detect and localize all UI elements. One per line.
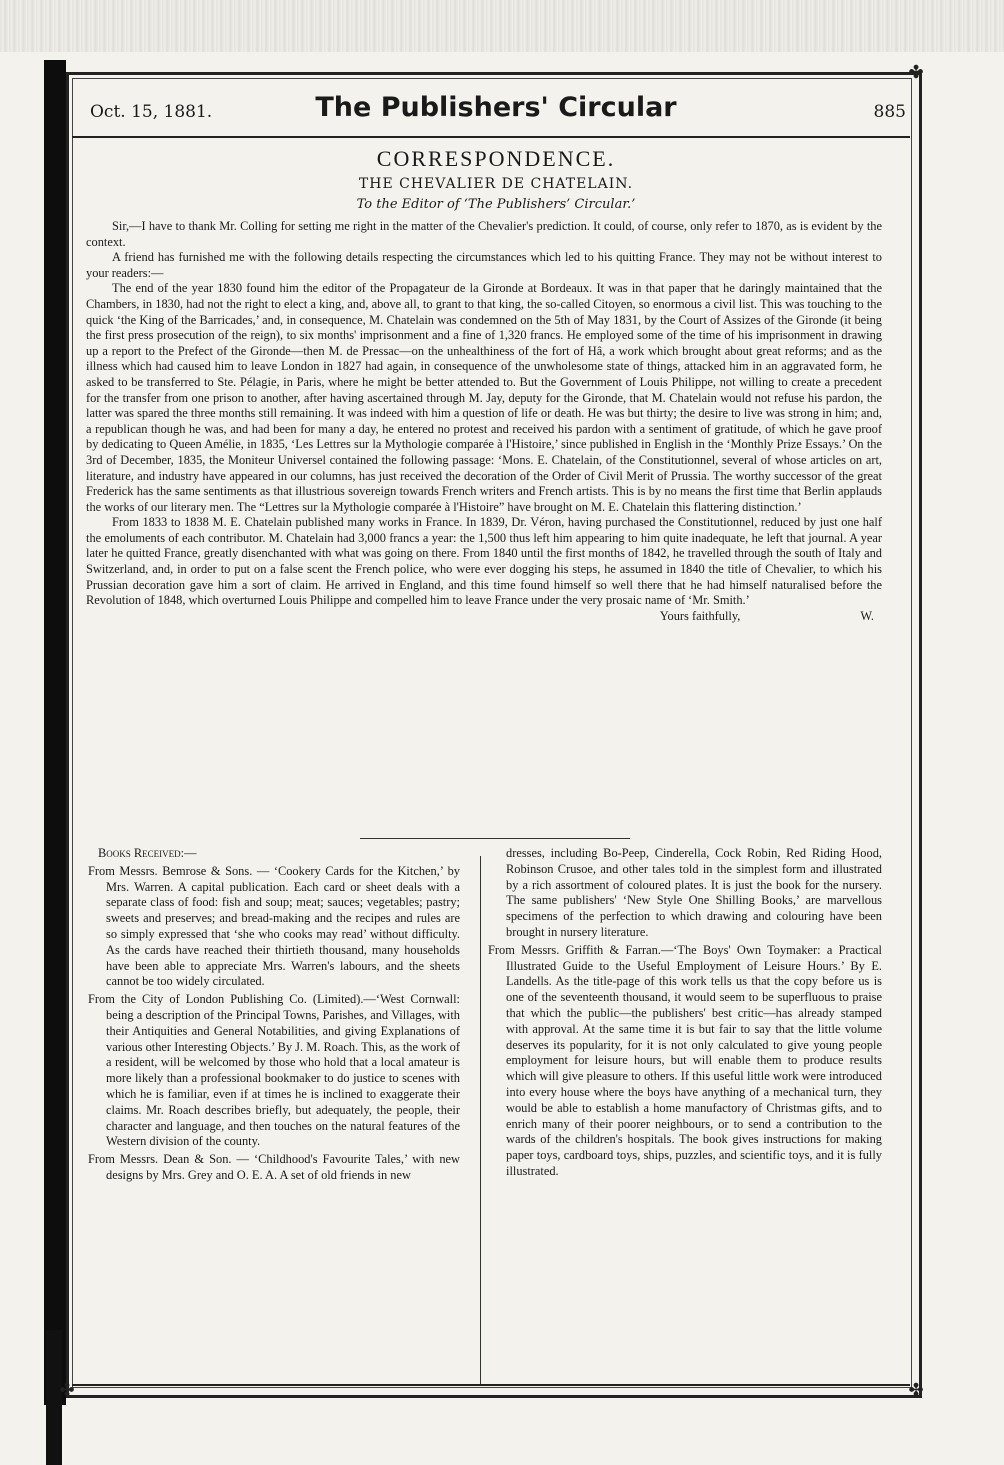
books-column-left (88, 846, 460, 1186)
letter-body (86, 219, 882, 624)
letter-closing: Yours faithfully, (659, 608, 741, 623)
book-entry-continued: dresses, including Bo-Peep, Cinderella, Cock Robin, Red Riding Hood, Robinson Crusoe, and other tales told in the simplest form and illustrated by a rich assortment of coloured plates. It is just the book for the nursery. The same publishers' ‘New Style One Shilling Books,’ are marvellous specimens of the perfection to which drawing and colouring have been brought in nursery literature. (506, 846, 882, 939)
book-entry: From Messrs. Griffith & Farran.—‘The Boys' Own Toymaker: a Practical Illustrated Guide to the Useful Employment of Leisure Hours.’ By E. Landells. As the title-page of this work tells us that the copy before us is one of the seventeenth thousand, it would seem to be superfluous to praise that which the public—the publishers' best critic—has already stamped with approval. At the same time it is but fair to say that the little volume deserves its popularity, for it is not only calculated to give young people employment for leisure hours, but will enable them to produce results which will give pleasure to others. If this useful little work were introduced into every house where the boys have anything of a mechanical turn, they would be able to establish a home manufactory of Christmas gifts, and to enrich many of their poorer neighbours, or to send a contribution to the wards of the children's hospitals. The book gives instructions for making paper toys, cardboard toys, ships, puzzles, and scientific toys, and it is fully illustrated. (488, 942, 882, 1178)
corner-ornament-icon: ✤ (908, 1380, 924, 1401)
publication-title: The Publishers' Circular (315, 92, 677, 123)
section-title: CORRESPONDENCE. (376, 146, 616, 171)
section-separator (360, 838, 630, 839)
letter-signoff (86, 609, 882, 625)
page-scan-edge (0, 0, 1004, 52)
books-column-right (488, 846, 882, 1182)
column-divider (480, 856, 481, 1384)
books-heading: Books Received:— (98, 846, 197, 860)
letter-paragraph: The end of the year 1830 found him the editor of the Propagateur de la Gironde at Bordeaux. It was in that paper that he daringly maintained that the Chambers, in 1830, had not the right to elect a king, and, above all, to grant to that king, the so-called Citoyen, so enormous a civil list. This was touching to the quick ‘the King of the Barricades,’ and, in consequence, M. Chatelain was condemned on the 5th of May 1831, by the Court of Assizes of the Gironde (it being the first press prosecution of the reign), to six months' imprisonment and a fine of 1,320 francs. He employed some of the time of his imprisonment in drawing up a report to the Prefect of the Gironde—then M. de Pressac—on the unhealthiness of the fort of Hâ, a work which brought about great reforms; and as the illness which had caused him to leave London in 1827 had again, in consequence of the unwholesome state of things, attacked him in an aggravated form, he asked to be transferred to Ste. Pélagie, in Paris, where he might be better attended to. But the Government of Louis Philippe, not willing to create a precedent for the transfer from one prison to another, after having ascertained through M. Jay, deputy for the Gironde, that M. Chatelain would not refuse his pardon, the latter was spared the three months still remaining. It was indeed with him a question of life or death. He was but thirty; the desire to live was strong in him; and, a republican though he was, and had been for many a day, he entered no protest and received his pardon with a sentiment of gratitude, of which he gave proof by dedicating to Queen Amélie, in 1835, ‘Les Lettres sur la Mythologie comparée à l'Histoire,’ since published in English in the ‘Monthly Prize Essays.’ On the 3rd of December, 1835, the Moniteur Universel contained the following passage: ‘Mons. E. Chatelain, of the Constitutionnel, several of whose articles on art, literature, and industry have appeared in our columns, has just received the decoration of the Order of Civil Merit of Prussia. The worthy successor of the great Frederick has the same sentiments as that illustrious sovereign towards French writers and French artists. This is by no means the first time that Berlin applauds the works of our literary men. The “Lettres sur la Mythologie comparée à l'Histoire” have brought on M. E. Chatelain this flattering distinction.’ (86, 281, 882, 514)
letter-paragraph: From 1833 to 1838 M. E. Chatelain published many works in France. In 1839, Dr. Véron, having purchased the Constitutionnel, reduced by just one half the emoluments of each contributor. M. Chatelain had 3,000 francs a year: the 1,500 thus left him appearing to him quite inadequate, he left that journal. A year later he quitted France, greatly disenchanted with what was going on there. From 1840 until the first months of 1842, he travelled through the south of Italy and Switzerland, and, in order to put on a false scent the French police, who were ever dogging his steps, he assumed in 1840 the title of Chevalier, to which his Prussian decoration gave him a sort of claim. He arrived in England, and this time found himself so well there that he had himself naturalised before the Revolution of 1848, which overturned Louis Philippe and compelled him to leave France under the very prosaic name of ‘Mr. Smith.’ (86, 515, 882, 608)
corner-ornament-icon: ✤ (908, 62, 924, 83)
book-entry: From Messrs. Dean & Son. — ‘Childhood's Favourite Tales,’ with new designs by Mrs. Grey and O. E. A. A set of old friends in new (88, 1152, 460, 1182)
letter-title: THE CHEVALIER DE CHATELAIN. (358, 176, 634, 192)
issue-date: Oct. 15, 1881. (90, 102, 213, 122)
book-entry: From Messrs. Bemrose & Sons. — ‘Cookery Cards for the Kitchen,’ by Mrs. Warren. A capital publication. Each card or sheet deals with a separate class of food: fish and soup; meat; sauces; vegetables; pastry; sweets and preserves; and bread-making and the recipes and rules are so simply expressed that ‘she who cooks may read’ without difficulty. As the cards have reached their thirtieth thousand, many households have been able to appreciate Mrs. Warren's labours, and the sheets cannot be too widely circulated. (88, 863, 460, 989)
header-rule (72, 136, 910, 138)
corner-ornament-icon: ✤ (59, 1380, 75, 1401)
footer-rule (72, 1384, 910, 1386)
letter-addressee: To the Editor of ‘The Publishers’ Circular.’ (356, 197, 636, 212)
binding-margin (44, 60, 66, 1405)
letter-paragraph: Sir,—I have to thank Mr. Colling for setting me right in the matter of the Chevalier's prediction. It could, of course, only refer to 1870, as is evident by the context. (86, 219, 882, 249)
page-number: 885 (873, 102, 906, 122)
letter-signature: W. (860, 608, 874, 623)
running-header (86, 92, 906, 128)
book-entry: From the City of London Publishing Co. (Limited).—‘West Cornwall: being a description of the Principal Towns, Parishes, and Villages, with their Antiquities and General Notabilities, and giving Explanations of various other Interesting Objects.’ By J. M. Roach. This, as the work of a resident, will be welcomed by those who hold that a local amateur is more likely than a professional bookmaker to do justice to scenes with which he is familiar, even if at times he is inclined to exaggerate their claims. Mr. Roach describes briefly, but adequately, the people, their character and language, and then touches on the natural features of the Western division of the county. (88, 992, 460, 1149)
letter-paragraph: A friend has furnished me with the following details respecting the circumstances which led to his quitting France. They may not be without interest to your readers:— (86, 250, 882, 280)
